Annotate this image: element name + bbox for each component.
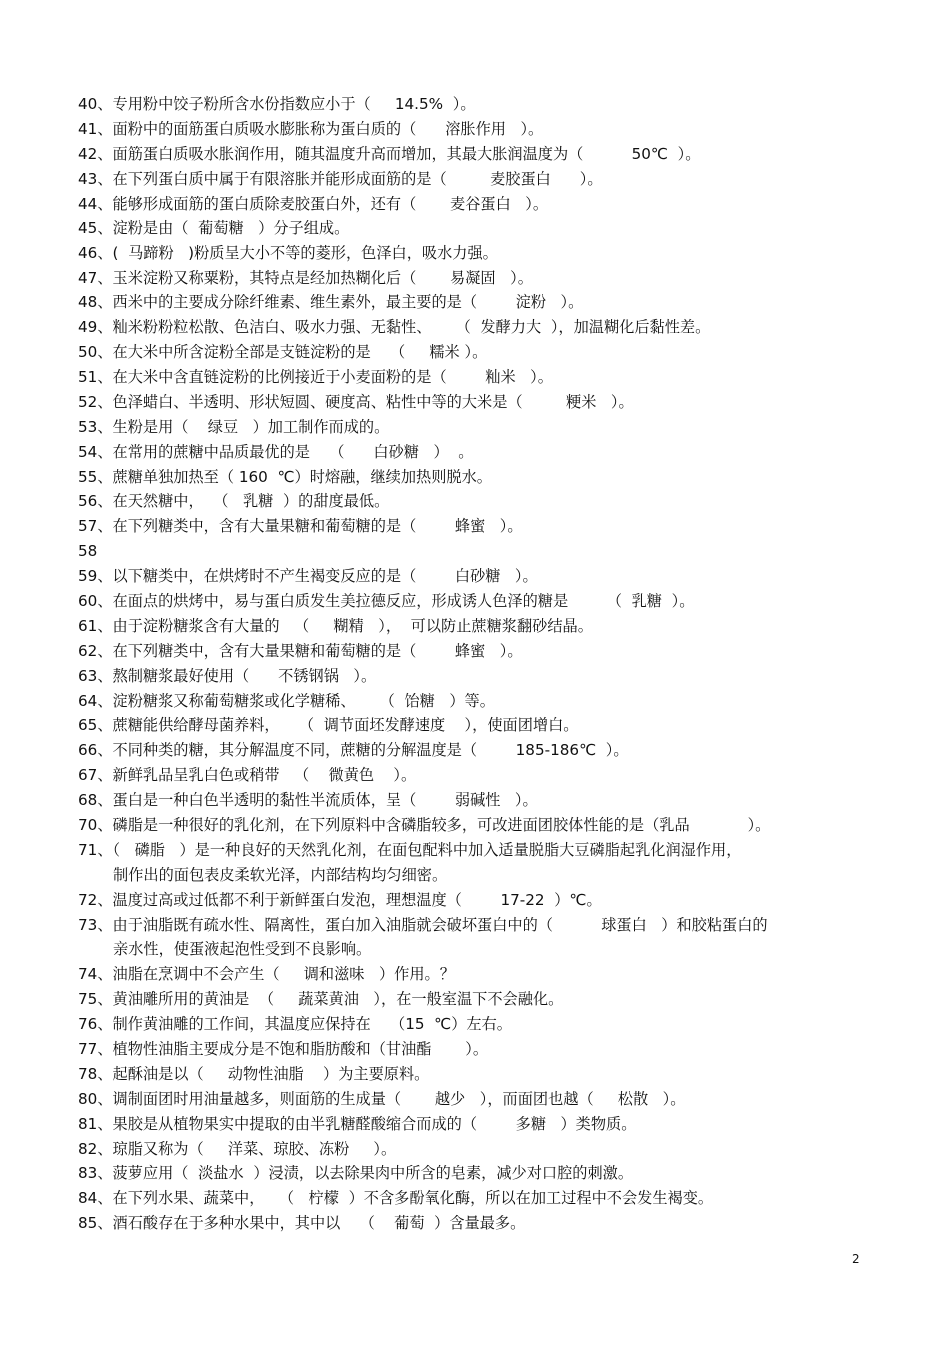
question-line: 77、植物性油脂主要成分是不饱和脂肪酸和（甘油酯 ）。: [78, 1040, 489, 1058]
question-line: 78、起酥油是以（ 动物性油脂 ）为主要原料。: [78, 1065, 430, 1083]
question-line: 44、能够形成面筋的蛋白质除麦胶蛋白外，还有（ 麦谷蛋白 ）。: [78, 195, 549, 213]
question-line: 65、蔗糖能供给酵母菌养料， （ 调节面坯发酵速度 ），使面团增白。: [78, 716, 579, 734]
question-line: 81、果胶是从植物果实中提取的由半乳糖醛酸缩合而成的（ 多糖 ）类物质。: [78, 1115, 637, 1133]
question-line-continuation: 亲水性，使蛋液起泡性受到不良影响。: [113, 940, 372, 958]
question-line: 68、蛋白是一种白色半透明的黏性半流质体，呈（ 弱碱性 ）。: [78, 791, 538, 809]
question-line: 61、由于淀粉糖浆含有大量的 （ 糊精 ）， 可以防止蔗糖浆翻砂结晶。: [78, 617, 593, 635]
question-line: 64、淀粉糖浆又称葡萄糖浆或化学糖稀、 （ 饴糖 ）等。: [78, 692, 495, 710]
question-line: 51、在大米中含直链淀粉的比例接近于小麦面粉的是（ 籼米 ）。: [78, 368, 553, 386]
question-line: 48、西米中的主要成分除纤维素、维生素外，最主要的是（ 淀粉 ）。: [78, 293, 584, 311]
question-line: 42、面筋蛋白质吸水胀润作用，随其温度升高而增加，其最大胀润温度为（ 50℃ ）。: [78, 145, 701, 163]
question-line: 59、以下糖类中，在烘烤时不产生褐变反应的是（ 白砂糖 ）。: [78, 567, 538, 585]
question-line: 62、在下列糖类中，含有大量果糖和葡萄糖的是（ 蜂蜜 ）。: [78, 642, 523, 660]
question-line: 41、面粉中的面筋蛋白质吸水膨胀称为蛋白质的（ 溶胀作用 ）。: [78, 120, 544, 138]
question-line: 67、新鲜乳品呈乳白色或稍带 （ 微黄色 ）。: [78, 766, 417, 784]
question-line: 54、在常用的蔗糖中品质最优的是 （ 白砂糖 ） 。: [78, 443, 474, 461]
question-line: 72、温度过高或过低都不利于新鲜蛋白发泡，理想温度（ 17-22 ）℃。: [78, 891, 602, 909]
question-line: 71、（ 磷脂 ）是一种良好的天然乳化剂，在面包配料中加入适量脱脂大豆磷脂起乳化润湿作用，: [78, 841, 742, 859]
question-line: 55、蔗糖单独加热至（ 160 ℃）时熔融，继续加热则脱水。: [78, 468, 492, 486]
question-line: 50、在大米中所含淀粉全部是支链淀粉的是 （ 糯米 ）。: [78, 343, 488, 361]
question-line: 56、在天然糖中， （ 乳糖 ）的甜度最低。: [78, 492, 390, 510]
question-line: 80、调制面团时用油量越多，则面筋的生成量（ 越少 ），而面团也越（ 松散 ）。: [78, 1090, 686, 1108]
question-line: 57、在下列糖类中，含有大量果糖和葡萄糖的是（ 蜂蜜 ）。: [78, 517, 523, 535]
question-line: 82、琼脂又称为（ 洋菜、琼胶、冻粉 ）。: [78, 1140, 397, 1158]
question-line: 49、籼米粉粉粒松散、色洁白、吸水力强、无黏性、 （ 发酵力大 ），加温糊化后黏性差。: [78, 318, 711, 336]
question-line: 52、色泽蜡白、半透明、形状短圆、硬度高、粘性中等的大米是（ 粳米 ）。: [78, 393, 634, 411]
question-line: 46、( 马蹄粉 )粉质呈大小不等的菱形，色泽白，吸水力强。: [78, 244, 498, 262]
question-line: 63、熬制糖浆最好使用（ 不锈钢锅 ）。: [78, 667, 377, 685]
question-line: 76、制作黄油雕的工作间，其温度应保持在 （15 ℃）左右。: [78, 1015, 512, 1033]
question-line: 73、由于油脂既有疏水性、隔离性，蛋白加入油脂就会破坏蛋白中的（ 球蛋白 ）和胶粘蛋白的: [78, 916, 768, 934]
question-line: 60、在面点的烘烤中，易与蛋白质发生美拉德反应，形成诱人色泽的糖是 （ 乳糖 ）。: [78, 592, 695, 610]
question-line: 58: [78, 542, 98, 560]
question-line: 75、黄油雕所用的黄油是 （ 蔬菜黄油 ），在一般室温下不会融化。: [78, 990, 564, 1008]
question-line: 85、酒石酸存在于多种水果中，其中以 （ 葡萄 ）含量最多。: [78, 1214, 526, 1232]
question-line: 53、生粉是用（ 绿豆 ）加工制作而成的。: [78, 418, 390, 436]
question-line: 84、在下列水果、蔬菜中， （ 柠檬 ）不含多酚氧化酶，所以在加工过程中不会发生褐变。: [78, 1189, 714, 1207]
question-line: 66、不同种类的糖，其分解温度不同，蔗糖的分解温度是（ 185-186℃ ）。: [78, 741, 629, 759]
question-line: 70、磷脂是一种很好的乳化剂，在下列原料中含磷脂较多，可改进面团胶体性能的是（乳品 ）。: [78, 816, 771, 834]
page-number: 2: [852, 1252, 860, 1266]
question-line: 43、在下列蛋白质中属于有限溶胀并能形成面筋的是（ 麦胶蛋白 ）。: [78, 170, 603, 188]
question-line: 83、菠萝应用（ 淡盐水 ）浸渍，以去除果肉中所含的皂素，减少对口腔的刺激。: [78, 1164, 634, 1182]
question-line-continuation: 制作出的面包表皮柔软光泽，内部结构均匀细密。: [113, 866, 448, 884]
question-line: 47、玉米淀粉又称粟粉，其特点是经加热糊化后（ 易凝固 ）。: [78, 269, 533, 287]
question-line: 40、专用粉中饺子粉所含水份指数应小于（ 14.5% ）。: [78, 95, 476, 113]
question-line: 74、油脂在烹调中不会产生（ 调和滋味 ）作用。？: [78, 965, 455, 983]
question-line: 45、淀粉是由（ 葡萄糖 ）分子组成。: [78, 219, 350, 237]
